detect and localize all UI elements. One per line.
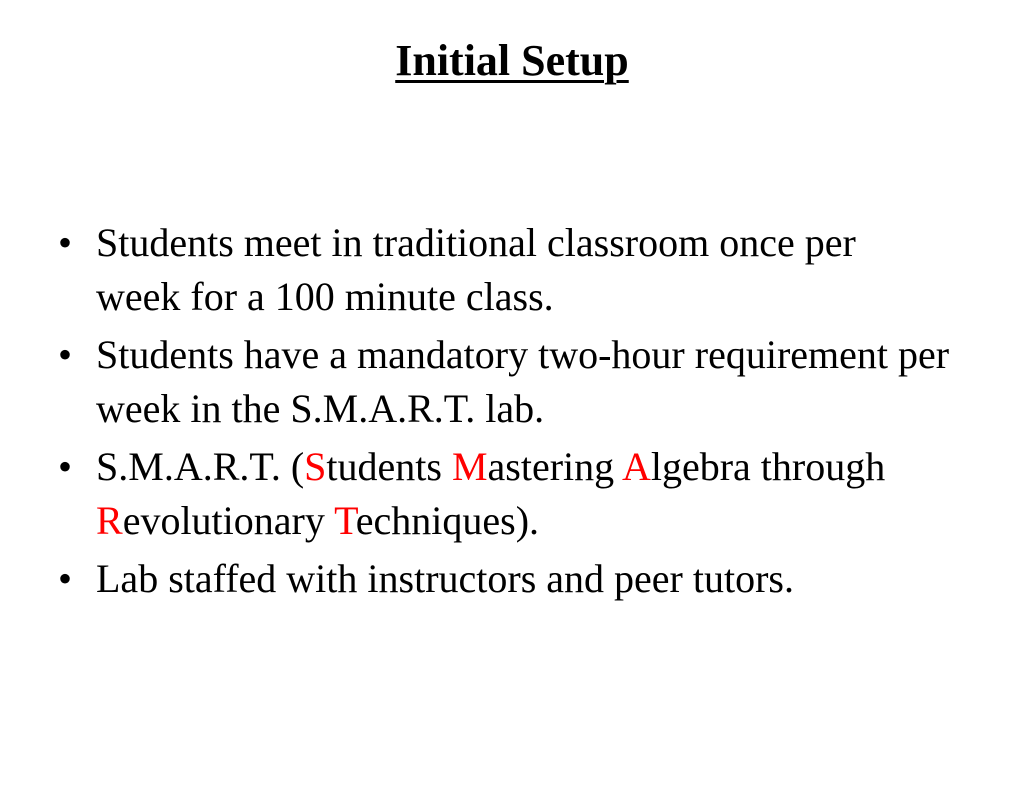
bullet-item: [50, 552, 950, 606]
bullet-text: Students have a mandatory two-hour requirement per week in the S.M.A.R.T. lab.: [96, 332, 950, 431]
bullet-item-smart: [50, 440, 950, 548]
bullet-text: [96, 444, 885, 543]
smart-prefix: S.M.A.R.T. (: [96, 444, 305, 489]
acronym-word-rest: echniques).: [355, 498, 540, 543]
acronym-initial-s: S: [304, 444, 327, 489]
bullet-text: Lab staffed with instructors and peer tutors.: [96, 556, 794, 601]
acronym-word-rest: tudents: [326, 444, 452, 489]
bullet-item: [50, 216, 950, 324]
bullet-item: [50, 328, 950, 436]
acronym-initial-r: R: [96, 498, 123, 543]
bullet-icon: •: [58, 332, 73, 377]
acronym-initial-m: M: [451, 444, 488, 489]
bullet-icon: •: [58, 444, 73, 489]
bullet-text: Students meet in traditional classroom once per week for a 100 minute class.: [96, 220, 856, 319]
acronym-word-rest: evolutionary: [122, 498, 335, 543]
bullet-icon: •: [58, 556, 73, 601]
bullet-icon: •: [58, 220, 73, 265]
acronym-word-rest: astering: [487, 444, 622, 489]
bullet-list: [50, 216, 950, 610]
slide-title: Initial Setup: [395, 36, 629, 85]
acronym-word-rest: lgebra through: [650, 444, 886, 489]
acronym-initial-t: T: [334, 498, 356, 543]
acronym-initial-a: A: [621, 444, 651, 489]
